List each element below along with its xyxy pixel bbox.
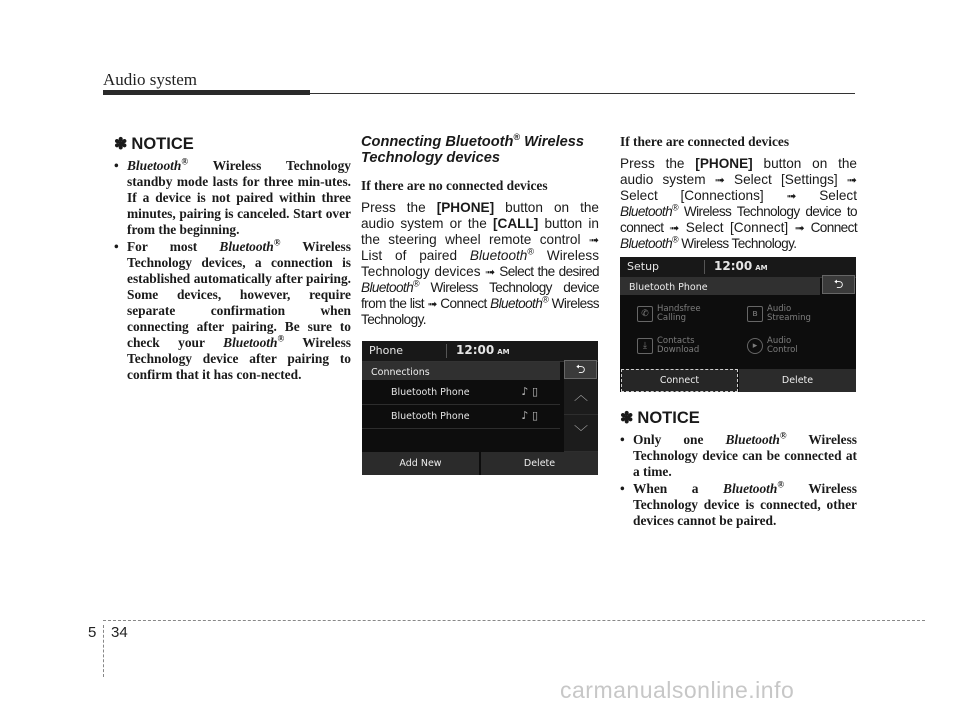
back-icon: ⮌ [575, 362, 586, 376]
scroll-controls [564, 379, 598, 451]
arrow-icon: ➟ [794, 221, 805, 235]
delete-button[interactable]: Delete [739, 369, 856, 392]
header-rule-accent [103, 90, 310, 95]
notice-list [620, 432, 857, 529]
back-button[interactable] [564, 360, 597, 379]
section-title: Connecting Bluetooth® Wireless Technology devices [361, 132, 585, 166]
page-header-title: Audio system [103, 70, 197, 89]
notice-item: • When a Bluetooth® Wireless Technology device is connected, other devices cannot be paired. [620, 479, 857, 528]
arrow-icon: ➟ [427, 297, 437, 311]
arrow-icon: ➟ [588, 233, 599, 247]
phone-icon: ✆ [637, 306, 653, 322]
notice-heading: ✽ NOTICE [114, 134, 194, 153]
delete-button[interactable]: Delete [481, 452, 598, 475]
notice-item: • Bluetooth® Wireless Technology standby mode lasts for three min-utes. If a device is not paired within three minutes, pairing is canceled. Start over from the beginning. [114, 156, 351, 237]
arrow-icon: ➟ [669, 221, 680, 235]
connect-button[interactable]: Connect [621, 369, 738, 392]
scroll-up-button[interactable] [564, 379, 598, 415]
arrow-icon: ➟ [846, 173, 857, 187]
bluetooth-icon: ʙ [747, 306, 763, 322]
music-phone-icon: ♪ ▯ [521, 409, 538, 422]
device-row[interactable]: Bluetooth Phone ♪ ▯ [362, 381, 560, 405]
add-new-button[interactable]: Add New [362, 452, 479, 475]
notice-star-icon: ✽ [114, 136, 128, 153]
notice-item: • Only one Bluetooth® Wireless Technology device can be connected at a time. [620, 430, 857, 479]
instructions-no-connected: Press the [PHONE] button on the audio system or the [CALL] button in the steering wheel remote control ➟ List of paired Bluetooth® Wireless Technology devices ➟ Select the desired Bluetooth® Wireless Technology device from the list ➟ Connect Bluetooth® Wireless Technology. [361, 200, 600, 327]
back-button[interactable] [822, 275, 855, 294]
notice-list [114, 158, 351, 383]
notice-item: • For most Bluetooth® Wireless Technology devices, a connection is established automatically after pairing. Some devices, however, require separate confirmation when connecting after pairing. Be sure to check your Bluetooth® Wireless Technology device after pairing to confirm that it has con-nected. [114, 237, 351, 382]
connections-bar: Connections [362, 362, 560, 380]
notice-star-icon: ✽ [620, 410, 634, 427]
music-phone-icon: ♪ ▯ [521, 385, 538, 398]
column-middle [361, 134, 599, 328]
chapter-number: 5 [88, 624, 97, 641]
footer-rule [103, 620, 925, 621]
chevron-up-icon: ︿ [574, 388, 588, 404]
footer-divider [103, 625, 104, 677]
column-right [620, 134, 857, 252]
arrow-icon: ➟ [786, 189, 797, 203]
device-row[interactable]: Bluetooth Phone ♪ ▯ [362, 405, 560, 429]
bluetooth-phone-bar: Bluetooth Phone [620, 277, 820, 295]
instructions-connected: Press the [PHONE] button on the audio system ➟ Select [Settings] ➟ Select [Connections] ➟ Select Bluetooth® Wireless Technology device to connect ➟ Select [Connect] ➟ Connect Bluetooth® Wireless Technology. [620, 156, 858, 251]
chevron-down-icon: ﹀ [574, 425, 588, 441]
watermark: carmanualsonline.info [560, 677, 795, 703]
subheading-no-connected: If there are no connected devices [361, 178, 548, 193]
arrow-icon: ➟ [714, 173, 725, 187]
back-icon: ⮌ [833, 277, 844, 291]
page-number: 34 [111, 624, 128, 641]
notice-2 [620, 408, 857, 530]
scroll-down-button[interactable] [564, 415, 598, 452]
subheading-connected: If there are connected devices [620, 134, 790, 149]
phone-connections-screen [362, 341, 598, 475]
arrow-icon: ➟ [485, 265, 496, 279]
download-icon: ⤓ [637, 338, 653, 354]
play-icon: ▸ [747, 338, 763, 354]
setup-bluetooth-screen: Setup 12:00 AM Bluetooth Phone ⮌ ✆ Handsfree Calling ʙ Audio Streaming ⤓ Contacts Download ▸ Audio Control Connect Delete [620, 257, 856, 392]
screen-status-bar: Setup 12:00 AM [620, 257, 856, 278]
column-left [114, 134, 351, 384]
notice-heading: ✽ NOTICE [620, 408, 700, 427]
screen-status-bar: Phone 12:00 AM [362, 341, 598, 362]
